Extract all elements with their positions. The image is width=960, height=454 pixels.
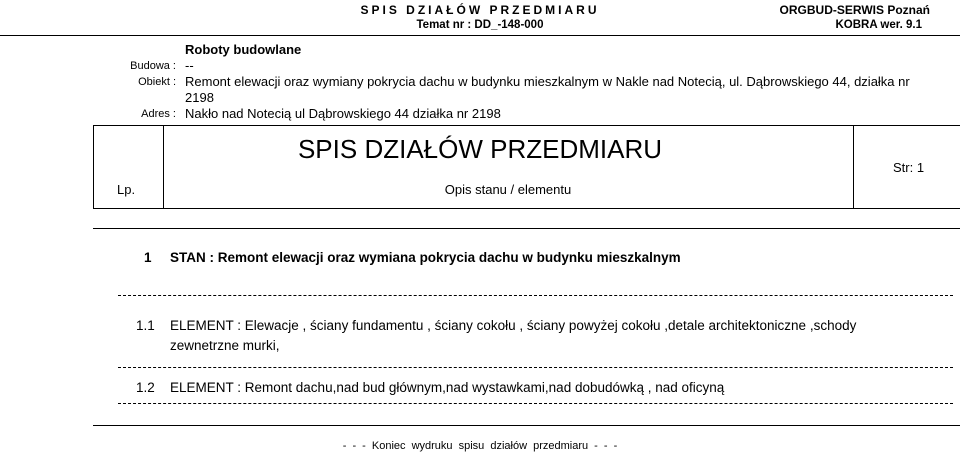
row-1-number: 1 (144, 250, 152, 265)
header-temat: Temat nr : DD_-148-000 (416, 19, 544, 31)
budowa-label: Budowa : (130, 60, 176, 72)
section-title: SPIS DZIAŁÓW PRZEDMIARU (297, 134, 663, 164)
obiekt-label: Obiekt : (138, 76, 176, 88)
page-number: Str: 1 (893, 160, 925, 175)
obiekt-value-line1: Remont elewacji oraz wymiany pokrycia dachu w budynku mieszkalnym w Nakle nad Notecią, ul. Dąbrowskiego 44, działka nr (185, 74, 910, 89)
adres-label: Adres : (141, 108, 176, 120)
table-top-rule (93, 125, 960, 126)
row-1-text: STAN : Remont elewacji oraz wymiana pokrycia dachu w budynku mieszkalnym (170, 250, 681, 265)
adres-value: Nakło nad Notecią ul Dąbrowskiego 44 działka nr 2198 (185, 106, 501, 121)
budowa-value: -- (185, 58, 194, 73)
row-2-number: 1.1 (136, 318, 155, 333)
row-2-text-continued: zewnetrzne murki, (170, 338, 280, 353)
row-separator (118, 367, 953, 368)
row-3-text: ELEMENT : Remont dachu,nad bud głównym,nad wystawkami,nad dobudówką , nad oficyną (170, 380, 725, 395)
project-category: Roboty budowlane (185, 42, 302, 57)
header-rule (0, 35, 960, 36)
header-software: KOBRA wer. 9.1 (835, 19, 922, 31)
header-title: SPIS DZIAŁÓW PRZEDMIARU (360, 3, 600, 17)
row-2-text: ELEMENT : Elewacje , ściany fundamentu , ściany cokołu , ściany powyżej cokołu ,detale architektoniczne ,schody (170, 318, 857, 333)
obiekt-value-line2: 2198 (185, 90, 214, 105)
row-3-number: 1.2 (136, 380, 155, 395)
table-bottom-rule (93, 425, 960, 426)
footer-end-note: - - - Koniec wydruku spisu działów przedmiaru - - - (342, 440, 618, 452)
row-separator (118, 295, 953, 296)
lp-label: Lp. (117, 182, 136, 197)
opis-label: Opis stanu / elementu (444, 182, 572, 197)
row-separator (118, 403, 953, 404)
header-company: ORGBUD-SERWIS Poznań (779, 3, 930, 17)
table-body-top-rule (93, 228, 960, 229)
table-header-bottom-rule (93, 208, 960, 209)
